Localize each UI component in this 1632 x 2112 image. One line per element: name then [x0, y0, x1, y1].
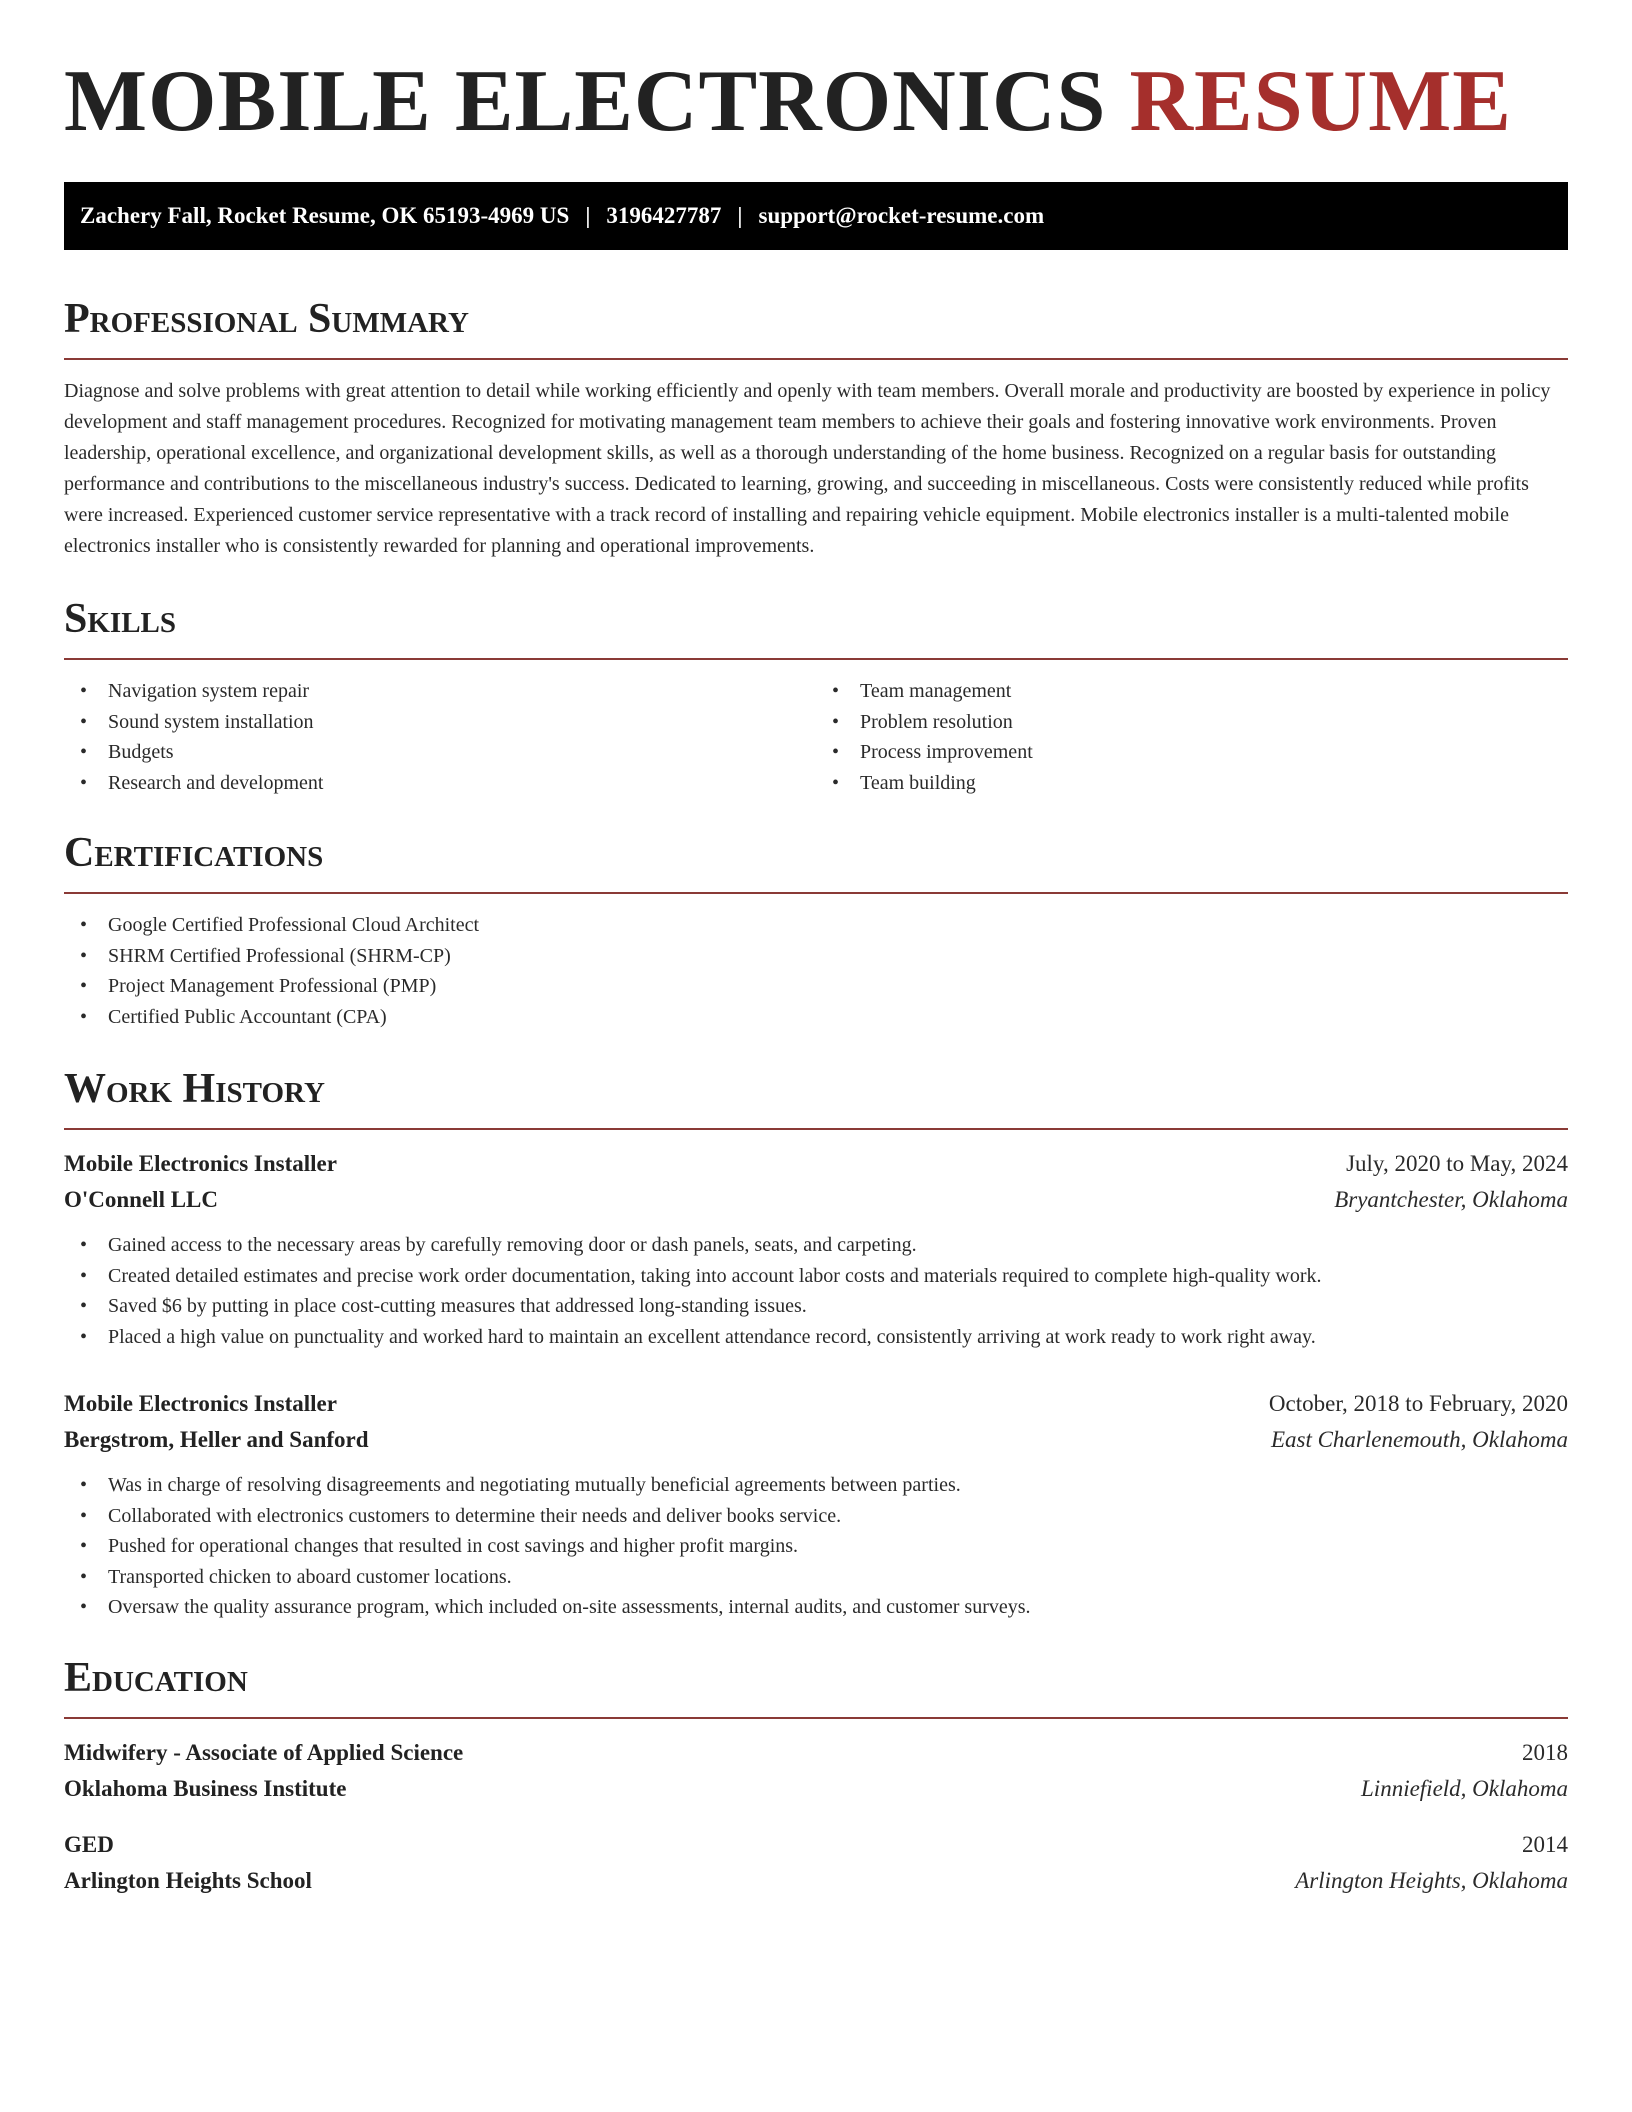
- summary-text: Diagnose and solve problems with great attention to detail while working efficiently and openly with team members. Overall morale and productivity are boosted by experience in policy development and staff management procedures. Recognized for motivating management team members to achieve their goals and fostering innovative work environments. Proven leadership, operational excellence, and organizational development skills, as well as a thorough understanding of the home business. Recognized on a regular basis for outstanding performance and contributions to the miscellaneous industry's success. Dedicated to learning, growing, and succeeding in miscellaneous. Costs were consistently reduced while profits were increased. Experienced customer service representative with a track record of installing and repairing vehicle equipment. Mobile electronics installer is a multi-talented mobile electronics installer who is consistently rewarded for planning and operational improvements.: [64, 380, 1551, 557]
- job-company-row: [64, 1182, 1568, 1218]
- job-header-row: [64, 1146, 1568, 1182]
- education-location: Linniefield, Oklahoma: [1361, 1775, 1568, 1801]
- summary-section: [64, 298, 1568, 562]
- job-bullet: • Gained access to the necessary areas by carefully removing door or dash panels, seats, and carpeting.: [64, 1230, 1568, 1261]
- section-divider: [64, 358, 1568, 360]
- education-heading: Education: [64, 1654, 248, 1701]
- work-heading: Work History: [64, 1066, 325, 1112]
- skill-item: • Team management: [816, 676, 1568, 707]
- education-year: 2018: [1522, 1739, 1568, 1765]
- skills-section: [64, 598, 1568, 798]
- skills-heading: Skills: [64, 596, 177, 642]
- education-degree-row: [64, 1735, 1568, 1771]
- job-dates: October, 2018 to February, 2020: [1268, 1391, 1568, 1416]
- education-degree: Midwifery - Associate of Applied Science: [64, 1739, 464, 1765]
- section-divider: [64, 1717, 1568, 1719]
- job-bullet: • Saved $6 by putting in place cost-cutting measures that addressed long-standing issues.: [64, 1291, 1568, 1322]
- contact-phone: 3196427787: [606, 203, 722, 228]
- job-bullet: • Transported chicken to aboard customer locations.: [64, 1562, 1568, 1593]
- certification-item: • Certified Public Accountant (CPA): [64, 1002, 1568, 1033]
- education-school: Arlington Heights School: [64, 1867, 312, 1893]
- job-header-row: [64, 1386, 1568, 1422]
- skill-item: • Budgets: [64, 737, 816, 768]
- work-section: [64, 1068, 1568, 1623]
- skill-item: • Process improvement: [816, 737, 1568, 768]
- contact-email: support@rocket-resume.com: [758, 203, 1045, 228]
- education-degree: GED: [64, 1831, 114, 1857]
- job-bullet: • Oversaw the quality assurance program, which included on-site assessments, internal audits, and customer surveys.: [64, 1592, 1568, 1623]
- education-location: Arlington Heights, Oklahoma: [1295, 1867, 1568, 1893]
- education-school-row: [64, 1863, 1568, 1899]
- title-main: MOBILE ELECTRONICS: [64, 53, 1107, 150]
- certifications-heading: Certifications: [64, 830, 324, 876]
- education-entry: [64, 1735, 1568, 1807]
- job-bullet: • Collaborated with electronics customers to determine their needs and deliver books service.: [64, 1501, 1568, 1532]
- section-divider: [64, 658, 1568, 660]
- education-school: Oklahoma Business Institute: [64, 1775, 347, 1801]
- job-title: Mobile Electronics Installer: [64, 1391, 337, 1416]
- job-bullet: • Pushed for operational changes that resulted in cost savings and higher profit margins.: [64, 1531, 1568, 1562]
- job-company: O'Connell LLC: [64, 1187, 219, 1212]
- job-bullet: • Placed a high value on punctuality and worked hard to maintain an excellent attendance record, consistently arriving at work ready to work right away.: [64, 1322, 1568, 1353]
- skill-item: • Research and development: [64, 768, 816, 799]
- job-bullet: • Created detailed estimates and precise work order documentation, taking into account labor costs and materials required to complete high-quality work.: [64, 1261, 1568, 1292]
- job-dates: July, 2020 to May, 2024: [1346, 1151, 1568, 1176]
- certifications-list: [64, 910, 1568, 1032]
- contact-separator: |: [737, 203, 743, 228]
- skills-grid: [64, 676, 1568, 798]
- skill-item: • Problem resolution: [816, 707, 1568, 738]
- summary-heading: Professional Summary: [64, 296, 469, 342]
- job-company-row: [64, 1422, 1568, 1458]
- certification-item: • Google Certified Professional Cloud Architect: [64, 910, 1568, 941]
- certifications-section: [64, 832, 1568, 1032]
- job-location: East Charlenemouth, Oklahoma: [1270, 1427, 1568, 1452]
- contact-separator: |: [585, 203, 591, 228]
- education-section: [64, 1654, 1568, 1899]
- education-school-row: [64, 1771, 1568, 1807]
- job-location: Bryantchester, Oklahoma: [1334, 1187, 1568, 1212]
- contact-bar: [64, 182, 1568, 250]
- title-accent: RESUME: [1129, 53, 1512, 150]
- education-degree-row: [64, 1827, 1568, 1863]
- skill-item: • Sound system installation: [64, 707, 816, 738]
- section-divider: [64, 1128, 1568, 1130]
- job-bullet: • Was in charge of resolving disagreements and negotiating mutually beneficial agreements between parties.: [64, 1470, 1568, 1501]
- certification-item: • SHRM Certified Professional (SHRM-CP): [64, 941, 1568, 972]
- resume-title: [64, 53, 1568, 150]
- job-entry: [64, 1386, 1568, 1623]
- job-title: Mobile Electronics Installer: [64, 1151, 337, 1176]
- skills-list-left: [64, 676, 816, 798]
- job-company: Bergstrom, Heller and Sanford: [64, 1427, 369, 1452]
- job-bullets: [64, 1230, 1568, 1352]
- education-year: 2014: [1522, 1831, 1568, 1857]
- skills-list-right: [816, 676, 1568, 798]
- skill-item: • Team building: [816, 768, 1568, 799]
- certification-item: • Project Management Professional (PMP): [64, 971, 1568, 1002]
- education-entry: [64, 1827, 1568, 1899]
- job-bullets: [64, 1470, 1568, 1623]
- job-entry: [64, 1146, 1568, 1352]
- section-divider: [64, 892, 1568, 894]
- contact-address: Zachery Fall, Rocket Resume, OK 65193-4969 US: [80, 203, 570, 228]
- skill-item: • Navigation system repair: [64, 676, 816, 707]
